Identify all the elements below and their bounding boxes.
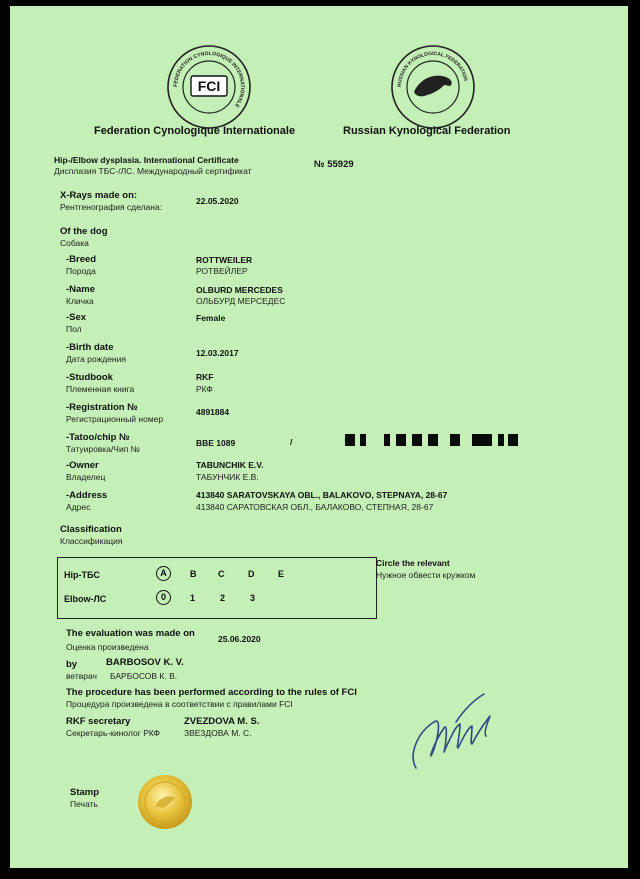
address-label-ru: Адрес	[66, 502, 91, 512]
redaction-bar	[412, 434, 422, 446]
redaction-bar	[396, 434, 406, 446]
studbook-value-ru: РКФ	[196, 384, 213, 394]
certificate-number: № 55929	[314, 159, 354, 170]
certificate-sheet	[10, 6, 628, 868]
secretary-name-en: ZVEZDOVA M. S.	[184, 716, 260, 727]
chip-separator: /	[290, 437, 293, 447]
breed-label-en: -Breed	[66, 254, 97, 265]
hip-label: Hip-ТБС	[64, 570, 100, 580]
stamp-label-en: Stamp	[70, 787, 100, 798]
hip-grade-d: D	[248, 569, 255, 579]
redaction-bar	[450, 434, 460, 446]
redaction-bar	[508, 434, 518, 446]
hip-grade-b: B	[190, 569, 197, 579]
vet-name-ru: БАРБОСОВ К. В.	[110, 671, 178, 681]
redaction-bar	[345, 434, 355, 446]
sex-label-ru: Пол	[66, 324, 82, 334]
xrays-date: 22.05.2020	[196, 196, 239, 206]
vet-name-en: BARBOSOV K. V.	[106, 657, 184, 668]
name-value-ru: ОЛЬБУРД МЕРСЕДЕС	[196, 296, 286, 306]
registration-label-en: -Registration №	[66, 402, 138, 413]
circle-note-en: Circle the relevant	[376, 558, 450, 568]
redaction-bar	[498, 434, 504, 446]
dog-head-icon	[414, 76, 452, 97]
name-label-ru: Кличка	[66, 296, 94, 306]
fci-seal-logo	[166, 44, 252, 130]
evaluation-label-ru: Оценка произведена	[66, 642, 149, 652]
birth-date-label-ru: Дата рождения	[66, 354, 126, 364]
certificate-title-ru: Дисплазия ТБС-/ЛС. Международный сертификат	[54, 166, 252, 176]
breed-value-ru: РОТВЕЙЛЕР	[196, 266, 248, 276]
redaction-bar	[360, 434, 366, 446]
name-value-en: OLBURD MERCEDES	[196, 285, 283, 295]
elbow-grade-0-selected: 0	[156, 590, 171, 605]
rkf-seal-ring-text: RUSSIAN KYNOLOGICAL FEDERATION	[396, 50, 469, 88]
sex-label-en: -Sex	[66, 312, 87, 323]
studbook-value-en: RKF	[196, 372, 214, 382]
xrays-label-ru: Рентгенография сделана:	[60, 202, 163, 212]
elbow-grade-2: 2	[220, 593, 226, 603]
name-label-en: -Name	[66, 284, 96, 295]
address-value-en: 413840 SARATOVSKAYA OBL., BALAKOVO, STEPNAYA, 28-67	[196, 490, 448, 500]
elbow-label: Elbow-ЛС	[64, 594, 107, 604]
elbow-grade-1: 1	[190, 593, 196, 603]
studbook-label-ru: Племенная книга	[66, 384, 135, 394]
elbow-grade-3: 3	[250, 593, 256, 603]
evaluation-label-en: The evaluation was made on	[66, 628, 195, 639]
registration-label-ru: Регистрационный номер	[66, 414, 164, 424]
evaluation-date: 25.06.2020	[218, 634, 261, 644]
breed-value-en: ROTTWEILER	[196, 255, 253, 265]
fci-seal-text: FCI	[197, 78, 221, 94]
rkf-org-name: Russian Kynological Federation	[343, 125, 511, 137]
procedure-note-en: The procedure has been performed according to the rules of FCI	[66, 687, 357, 698]
owner-value-en: TABUNCHIK E.V.	[196, 460, 264, 470]
registration-value: 4891884	[196, 407, 230, 417]
fci-org-name: Federation Cynologique Internationale	[94, 125, 296, 137]
by-label-ru: ветврач	[66, 671, 97, 681]
studbook-label-en: -Studbook	[66, 372, 113, 383]
circle-note-ru: Нужное обвести кружком	[376, 570, 476, 580]
birth-date-value: 12.03.2017	[196, 348, 239, 358]
classification-box	[57, 557, 377, 619]
classification-label-en: Classification	[60, 524, 122, 535]
by-label-en: by	[66, 659, 78, 670]
tattoo-value: BBE 1089	[196, 438, 236, 448]
secretary-label-ru: Секретарь-кинолог РКФ	[66, 728, 161, 738]
secretary-name-ru: ЗВЕЗДОВА М. С.	[184, 728, 252, 738]
procedure-note-ru: Процедура произведена в соответствии с правилами FCI	[66, 699, 293, 709]
hip-grade-c: C	[218, 569, 225, 579]
redaction-bar	[472, 434, 492, 446]
owner-label-en: -Owner	[66, 460, 99, 471]
birth-date-label-en: -Birth date	[66, 342, 114, 353]
handwritten-signature	[398, 682, 508, 782]
secretary-label-en: RKF secretary	[66, 716, 131, 727]
hip-grade-a-selected: A	[156, 566, 171, 581]
owner-label-ru: Владелец	[66, 472, 106, 482]
classification-label-ru: Классификация	[60, 536, 123, 546]
address-value-ru: 413840 САРАТОВСКАЯ ОБЛ., БАЛАКОВО, СТЕПНАЯ, 28-67	[196, 502, 434, 512]
dog-section-label-en: Of the dog	[60, 226, 108, 237]
gold-stamp-seal	[137, 774, 193, 830]
redaction-bar	[384, 434, 390, 446]
chip-label-ru: Татуировка/Чип №	[66, 444, 140, 454]
owner-value-ru: ТАБУНЧИК Е.В.	[196, 472, 259, 482]
certificate-title-en: Hip-/Elbow dysplasia. International Certificate	[54, 155, 239, 165]
rkf-seal-logo	[390, 44, 476, 130]
sex-value: Female	[196, 313, 226, 323]
fci-seal-ring-text: FEDERATION CYNOLOGIQUE INTERNATIONALE	[172, 50, 246, 109]
stamp-label-ru: Печать	[70, 799, 98, 809]
address-label-en: -Address	[66, 490, 108, 501]
hip-grade-e: E	[278, 569, 285, 579]
chip-label-en: -Tatoo/chip №	[66, 432, 130, 443]
breed-label-ru: Порода	[66, 266, 96, 276]
xrays-label-en: X-Rays made on:	[60, 190, 138, 201]
dog-section-label-ru: Собака	[60, 238, 89, 248]
redaction-bar	[428, 434, 438, 446]
